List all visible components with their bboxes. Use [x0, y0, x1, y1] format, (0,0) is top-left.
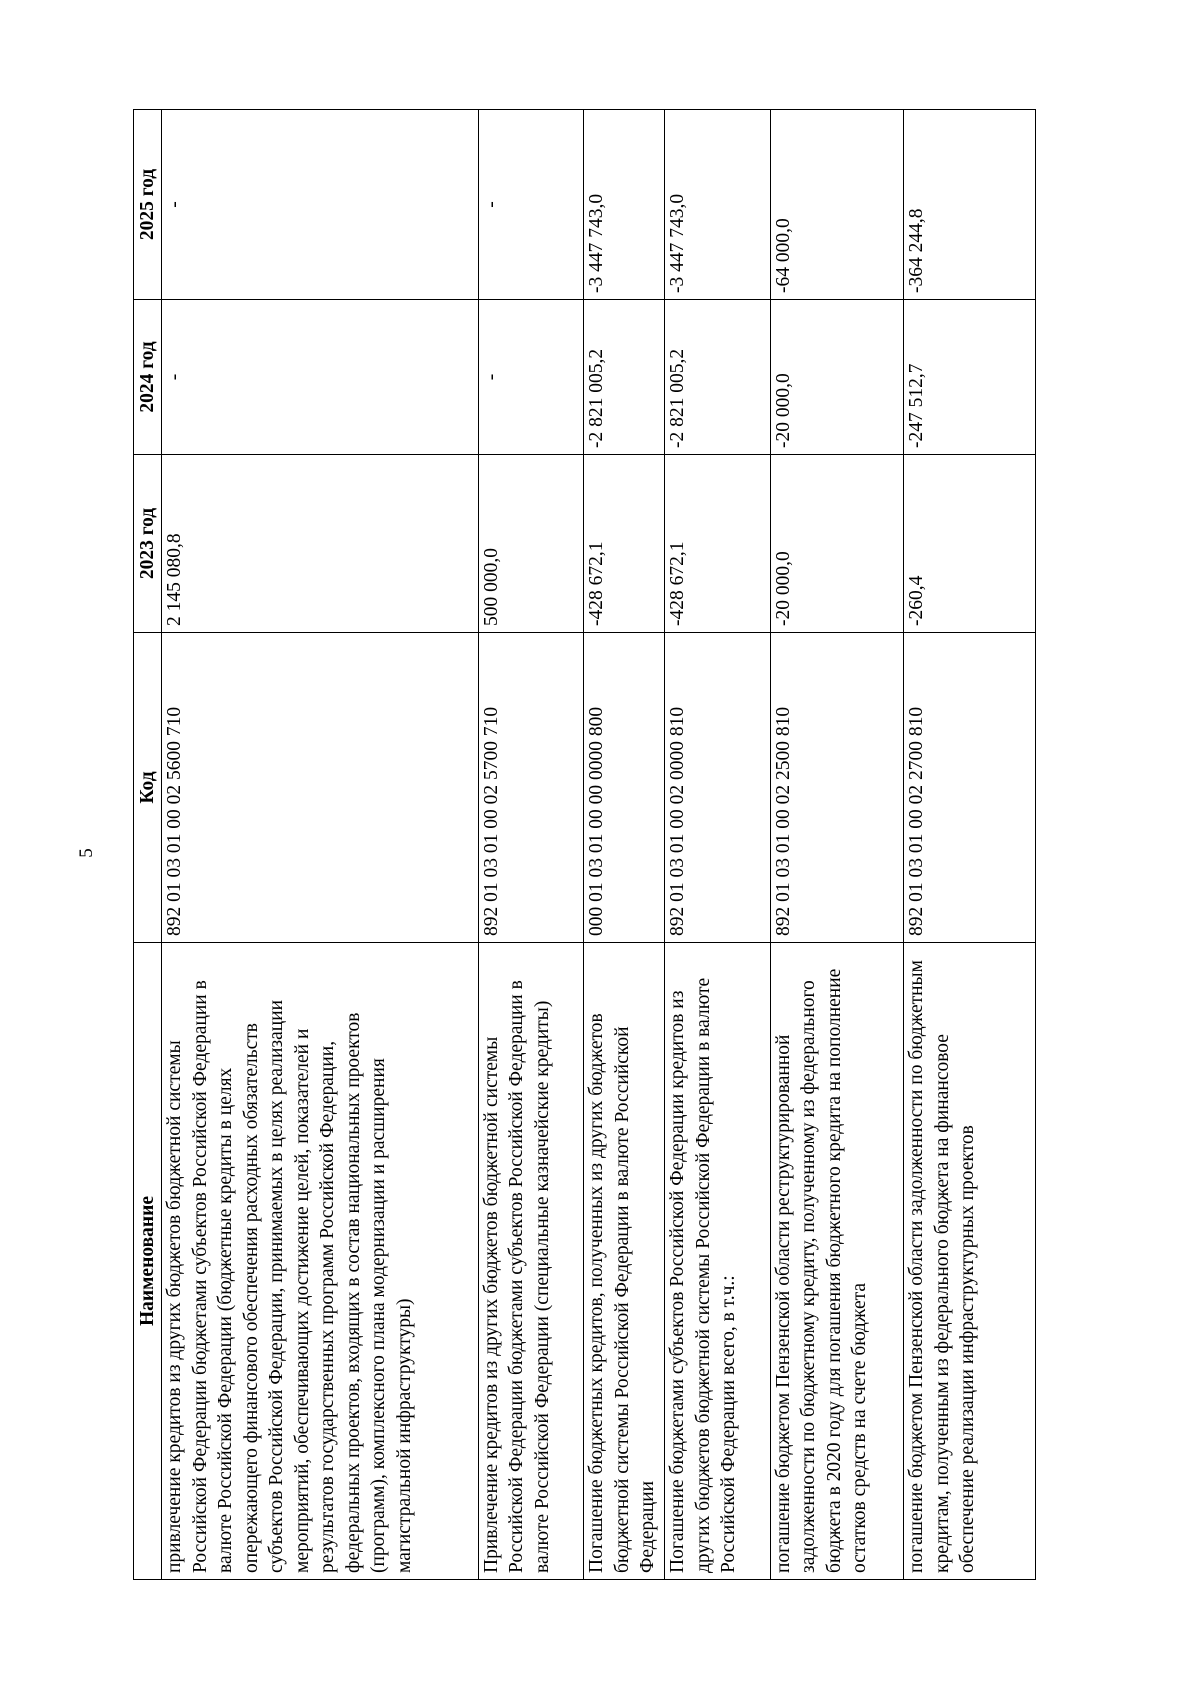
row-value-2024: -2 821 005,2	[665, 300, 771, 455]
header-name: Наименование	[134, 943, 162, 1580]
row-code: 892 01 03 01 00 02 2500 810	[770, 633, 904, 943]
row-name: Погашение бюджетами субъектов Российской Федерации кредитов из других бюджетов бюджетной системы Российской Федерации в валюте Российской Федерации всего, в т.ч.:	[665, 943, 771, 1580]
row-code: 892 01 03 01 00 02 5600 710	[162, 633, 479, 943]
table-row	[478, 110, 584, 1580]
row-value-2023: -260,4	[904, 455, 1036, 633]
header-year-2025: 2025 год	[134, 110, 162, 300]
row-code: 892 01 03 01 00 02 2700 810	[904, 633, 1036, 943]
row-value-2025: -3 447 743,0	[584, 110, 665, 300]
row-code: 892 01 03 01 00 02 0000 810	[665, 633, 771, 943]
header-code: Код	[134, 633, 162, 943]
row-value-2025: -3 447 743,0	[665, 110, 771, 300]
row-value-2024: -20 000,0	[770, 300, 904, 455]
row-code: 000 01 03 01 00 00 0000 800	[584, 633, 665, 943]
row-name: Привлечение кредитов из других бюджетов бюджетной системы Российской Федерации бюджетами субъектов Российской Федерации в валюте Российской Федерации (специальные казначейские кредиты)	[478, 943, 584, 1580]
header-year-2024: 2024 год	[134, 300, 162, 455]
row-value-2024: -	[478, 300, 584, 455]
row-code: 892 01 03 01 00 02 5700 710	[478, 633, 584, 943]
row-name: погашение бюджетом Пензенской области реструктурированной задолженности по бюджетному кредиту, полученному из федерального бюджета в 2020 году для погашения бюджетного кредита на пополнение остатков средств на счете бюджета	[770, 943, 904, 1580]
row-value-2023: -428 672,1	[584, 455, 665, 633]
row-value-2025: -64 000,0	[770, 110, 904, 300]
table-row	[162, 110, 479, 1580]
table-row	[904, 110, 1036, 1580]
page-number: 5	[75, 848, 97, 858]
row-value-2023: -20 000,0	[770, 455, 904, 633]
rotated-table-container	[133, 110, 1036, 1580]
table-row	[584, 110, 665, 1580]
row-value-2024: -	[162, 300, 479, 455]
row-value-2025: -364 244,8	[904, 110, 1036, 300]
row-name: привлечение кредитов из других бюджетов бюджетной системы Российской Федерации бюджетами субъектов Российской Федерации в валюте Российской Федерации (бюджетные кредиты в целях опережающего финансового обеспечения расходных обязательств субъектов Российской Федерации, принимаемых в целях реализации мероприятий, обеспечивающих достижение целей, показателей и результатов государственных программ Российской Федерации, федеральных проектов, входящих в состав национальных проектов (программ), комплексного плана модернизации и расширения магистральной инфраструктуры)	[162, 943, 479, 1580]
row-value-2025: -	[478, 110, 584, 300]
row-value-2024: -247 512,7	[904, 300, 1036, 455]
table-row	[665, 110, 771, 1580]
table-header-row	[134, 110, 162, 1580]
row-value-2025: -	[162, 110, 479, 300]
budget-table	[133, 109, 1036, 1580]
row-name: погашение бюджетом Пензенской области задолженности по бюджетным кредитам, полученным из федерального бюджета на финансовое обеспечение реализации инфраструктурных проектов	[904, 943, 1036, 1580]
row-value-2023: 2 145 080,8	[162, 455, 479, 633]
row-value-2023: -428 672,1	[665, 455, 771, 633]
row-value-2023: 500 000,0	[478, 455, 584, 633]
header-year-2023: 2023 год	[134, 455, 162, 633]
row-value-2024: -2 821 005,2	[584, 300, 665, 455]
row-name: Погашение бюджетных кредитов, полученных из других бюджетов бюджетной системы Российской Федерации в валюте Российской Федерации	[584, 943, 665, 1580]
table-row	[770, 110, 904, 1580]
